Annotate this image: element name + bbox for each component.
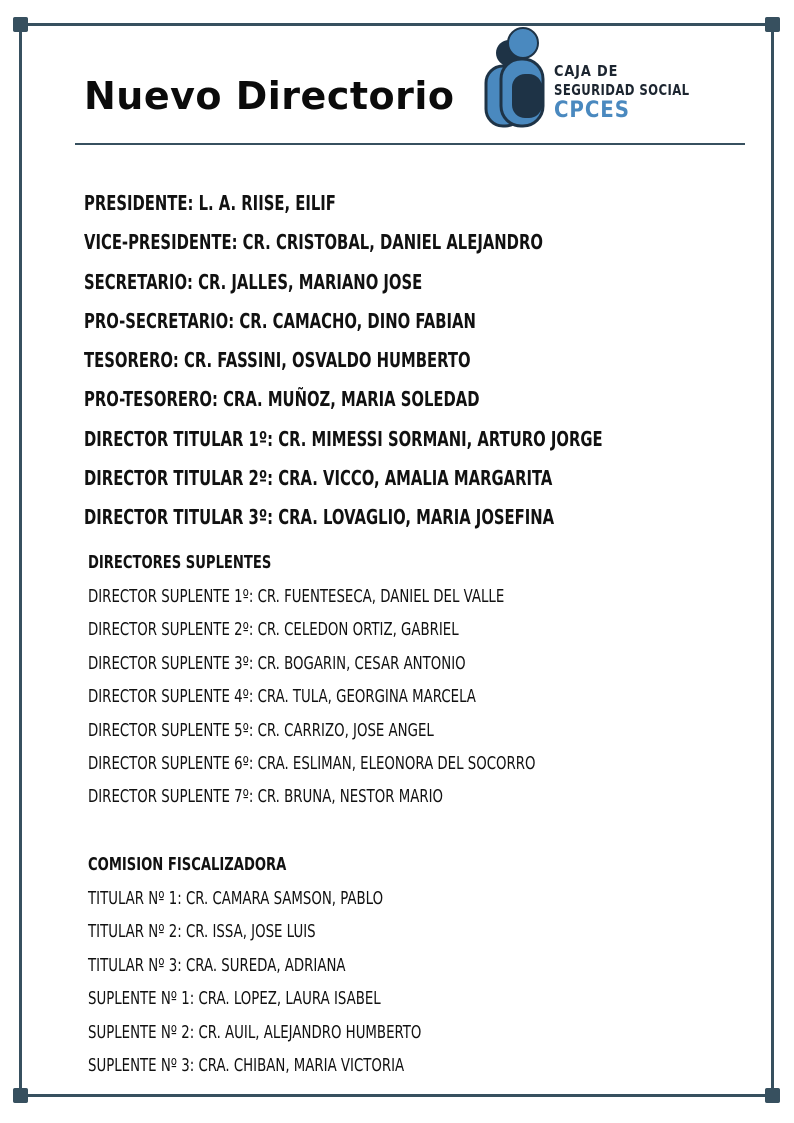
frame-left-line (19, 24, 22, 1096)
page-title: Nuevo Directorio (84, 74, 455, 118)
board-member-pro-secretario: PRO-SECRETARIO: CR. CAMACHO, DINO FABIAN (84, 308, 476, 333)
suplente-item: DIRECTOR SUPLENTE 6º: CRA. ESLIMAN, ELEONORA DEL SOCORRO (88, 752, 536, 774)
board-member-director-titular-3: DIRECTOR TITULAR 3º: CRA. LOVAGLIO, MARIA JOSEFINA (84, 505, 555, 530)
suplente-item: DIRECTOR SUPLENTE 3º: CR. BOGARIN, CESAR ANTONIO (88, 652, 466, 674)
fiscalizadora-list (88, 882, 539, 1082)
fiscalizadora-item: TITULAR Nº 3: CRA. SUREDA, ADRIANA (88, 954, 346, 976)
fiscalizadora-item: SUPLENTE Nº 3: CRA. CHIBAN, MARIA VICTORIA (88, 1054, 405, 1076)
frame-corner-bottom-right (765, 1088, 780, 1103)
suplente-item: DIRECTOR SUPLENTE 4º: CRA. TULA, GEORGINA MARCELA (88, 686, 476, 708)
board-member-director-titular-1: DIRECTOR TITULAR 1º: CR. MIMESSI SORMANI, ARTURO JORGE (84, 426, 603, 451)
suplentes-heading: DIRECTORES SUPLENTES (88, 552, 272, 573)
frame-corner-bottom-left (13, 1088, 28, 1103)
fiscalizadora-heading: COMISION FISCALIZADORA (88, 854, 287, 875)
board-member-director-titular-2: DIRECTOR TITULAR 2º: CRA. VICCO, AMALIA MARGARITA (84, 466, 553, 491)
suplentes-list (88, 580, 693, 814)
board-member-presidente: PRESIDENTE: L. A. RIISE, EILIF (84, 191, 336, 215)
suplente-item: DIRECTOR SUPLENTE 7º: CR. BRUNA, NESTOR MARIO (88, 786, 444, 808)
fiscalizadora-item: SUPLENTE Nº 1: CRA. LOPEZ, LAURA ISABEL (88, 988, 381, 1010)
logo-text-seguridad-social: SEGURIDAD SOCIAL (554, 81, 690, 99)
fiscalizadora-item: TITULAR Nº 2: CR. ISSA, JOSE LUIS (88, 921, 316, 943)
logo-text-caja-de: CAJA DE (554, 62, 619, 80)
board-member-tesorero: TESORERO: CR. FASSINI, OSVALDO HUMBERTO (84, 348, 471, 373)
board-member-vice-presidente: VICE-PRESIDENTE: CR. CRISTOBAL, DANIEL ALEJANDRO (84, 230, 543, 255)
comision-fiscalizadora-section (88, 848, 539, 1082)
people-logo-icon (482, 26, 557, 130)
frame-bottom-line (20, 1094, 774, 1097)
fiscalizadora-item: TITULAR Nº 1: CR. CAMARA SAMSON, PABLO (88, 888, 384, 909)
board-list (84, 184, 785, 538)
board-member-secretario: SECRETARIO: CR. JALLES, MARIANO JOSE (84, 269, 423, 294)
logo-text-cpces: CPCES (554, 98, 630, 123)
suplente-item: DIRECTOR SUPLENTE 2º: CR. CELEDON ORTIZ, GABRIEL (88, 619, 459, 641)
fiscalizadora-item: SUPLENTE Nº 2: CR. AUIL, ALEJANDRO HUMBERTO (88, 1021, 422, 1043)
suplente-item: DIRECTOR SUPLENTE 5º: CR. CARRIZO, JOSE ANGEL (88, 719, 434, 741)
header-divider (75, 143, 745, 145)
frame-corner-top-left (13, 17, 28, 32)
board-member-pro-tesorero: PRO-TESORERO: CRA. MUÑOZ, MARIA SOLEDAD (84, 387, 480, 412)
cpces-logo (482, 26, 752, 130)
frame-corner-top-right (765, 17, 780, 32)
suplentes-section (88, 546, 693, 814)
suplente-item: DIRECTOR SUPLENTE 1º: CR. FUENTESECA, DANIEL DEL VALLE (88, 586, 505, 607)
